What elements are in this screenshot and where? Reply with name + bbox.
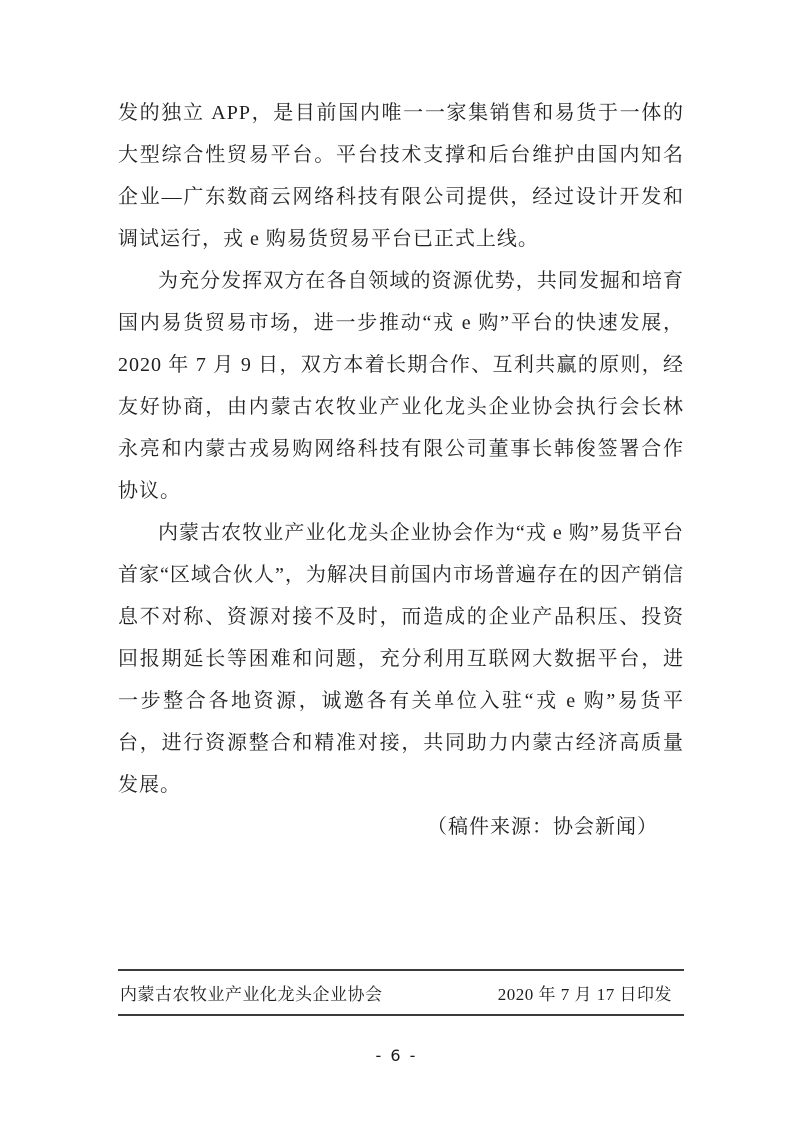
source-note: （稿件来源：协会新闻） bbox=[427, 816, 658, 838]
body-paragraph-3: 内蒙古农牧业产业化龙头企业协会作为“戎 e 购”易货平台首家“区域合伙人”，为解决目前国内市场普遍存在的因产销信息不对称、资源对接不及时，而造成的企业产品积压、投资回报期延长等困难和问题，充分利用互联网大数据平台，进一步整合各地资源，诚邀各有关单位入驻“戎 e 购”易货平台，进行资源整合和精准对接，共同助力内蒙古经济高质量发展。 bbox=[118, 522, 684, 796]
footer-rule-block bbox=[118, 969, 684, 1016]
body-paragraph-2: 为充分发挥双方在各自领域的资源优势，共同发掘和培育国内易货贸易市场，进一步推动“戎 e 购”平台的快速发展，2020 年 7 月 9 日，双方本着长期合作、互利共赢的原则，经友好协商，由内蒙古农牧业产业化龙头企业协会执行会长林永亮和内蒙古戎易购网络科技有限公司董事长韩俊签署合作协议。 bbox=[118, 270, 684, 502]
footer-print-date: 2020 年 7 月 17 日印发 bbox=[497, 985, 672, 1004]
document-body bbox=[118, 92, 684, 848]
body-paragraph-1: 发的独立 APP，是目前国内唯一一家集销售和易货于一体的大型综合性贸易平台。平台技术支撑和后台维护由国内知名企业—广东数商云网络科技有限公司提供，经过设计开发和调试运行，戎 e 购易货贸易平台已正式上线。 bbox=[118, 102, 684, 250]
page-number: - 6 - bbox=[375, 1046, 418, 1065]
footer-issuer: 内蒙古农牧业产业化龙头企业协会 bbox=[120, 985, 383, 1004]
